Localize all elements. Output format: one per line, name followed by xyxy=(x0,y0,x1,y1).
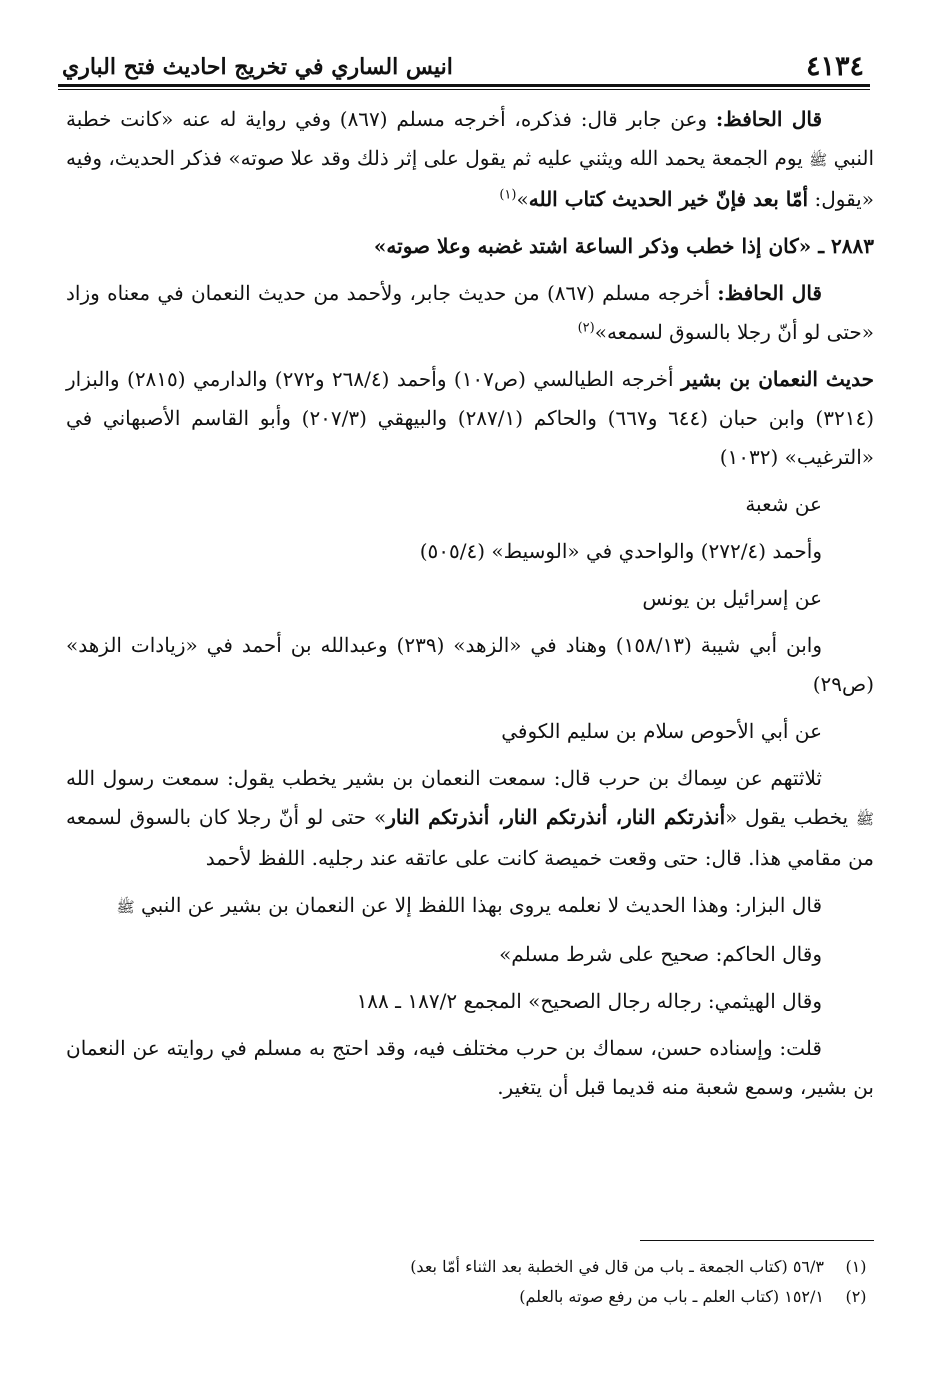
main-text xyxy=(66,100,874,1115)
paragraph-text: وعن جابر قال: فذكره، أخرجه مسلم (٨٦٧) وفي رواية له عنه «كانت خطبة النبي xyxy=(66,107,875,170)
paragraph-text: يخطب يقول « xyxy=(725,805,856,829)
paragraph-text: » حتى لو أنّ رجلا كان بالسوق لسمعه من مقامي هذا. قال: حتى وقعت خميصة كانت على عاتقه عند رجليه. اللفظ لأحمد xyxy=(66,805,874,870)
paragraph-simak xyxy=(66,759,874,878)
footnote-ref-1[interactable]: (١) xyxy=(499,187,517,203)
paragraph-numan-hadith xyxy=(66,360,874,477)
header-rule-thick xyxy=(58,84,870,87)
hafiz-label: قال الحافظ: xyxy=(715,107,823,131)
footnotes xyxy=(66,1252,874,1312)
paragraph-text: أخرجه الطيالسي (ص١٠٧) وأحمد (٢٦٨/٤ و٢٧٢) والدارمي (٢٨١٥) والبزار (٣٢١٤) وابن حبان (٦٤٤ و٦٦٧) والحاكم (٢٨٧/١) والبيهقي (٢٠٧/٣) وأبو القاسم الأصبهاني في «الترغيب» (١٠٣٢) xyxy=(66,367,874,469)
salutation-glyph: ﷺ xyxy=(809,151,828,169)
running-title: انيس الساري في تخريج احاديث فتح الباري xyxy=(62,54,453,80)
footnote-1 xyxy=(66,1252,874,1282)
paragraph-hafiz-jabir xyxy=(66,100,874,219)
paragraph-text: ثلاثتهم عن سِماك بن حرب قال: سمعت النعمان بن بشير يخطب يقول: سمعت رسول الله xyxy=(66,766,823,790)
hafiz-label: قال الحافظ: xyxy=(717,281,822,305)
narrator-line-abu-ahwas: عن أبي الأحوص سلام بن سليم الكوفي xyxy=(501,719,822,743)
source-line-ahmad: وأحمد (٢٧٢/٤) والواحدي في «الوسيط» (٥٠٥/٤) xyxy=(419,539,822,563)
narrator-line-shuba: عن شعبة xyxy=(745,492,822,516)
narrator-line-israil: عن إسرائيل بن يونس xyxy=(642,586,822,610)
haythami-line: وقال الهيثمي: رجاله رجال الصحيح» المجمع ١٨٧/٢ ـ ١٨٨ xyxy=(356,989,822,1013)
paragraph-text: يوم الجمعة يحمد الله ويثني عليه ثم يقول على إثر ذلك وقد علا صوته» فذكر الحديث، وفيه «يقول: xyxy=(66,146,874,211)
footnote-number: (١) xyxy=(845,1257,867,1276)
hadith-source-label: حديث النعمان بن بشير xyxy=(680,367,874,391)
hakim-line: وقال الحاكم: صحيح على شرط مسلم» xyxy=(499,942,822,966)
paragraph-text: أخرجه مسلم (٨٦٧) من حديث جابر، ولأحمد من حديث النعمان في معناه وزاد «حتى لو أنّ رجلا بالسوق لسمعه» xyxy=(66,281,874,344)
paragraph-hafiz-muslim xyxy=(66,274,874,352)
closing-quote: » xyxy=(516,187,529,211)
bold-quote: أنذرتكم النار، أنذرتكم النار، أنذرتكم النار xyxy=(386,805,726,829)
header-rule-thin xyxy=(58,89,870,90)
salutation-glyph: ﷺ xyxy=(855,810,874,828)
source-line-ibn-abi-shayba: وابن أبي شيبة (١٥٨/١٣) وهناد في «الزهد» (٢٣٩) وعبدالله بن أحمد في «زيادات الزهد» (ص٢٩) xyxy=(66,633,874,696)
paragraph-bazzar xyxy=(66,886,874,927)
paragraph-conclusion: قلت: وإسناده حسن، سماك بن حرب مختلف فيه، وقد احتج به مسلم في روايته عن النعمان بن بشير، وسمع شعبة منه قديما قبل أن يتغير. xyxy=(66,1036,874,1099)
salutation-glyph: ﷺ xyxy=(116,898,135,916)
footnote-separator xyxy=(640,1240,874,1241)
page-number: ٤١٣٤ xyxy=(805,51,864,82)
footnote-2 xyxy=(66,1282,874,1312)
footnote-text: ١٥٢/١ (كتاب العلم ـ باب من رفع صوته بالعلم) xyxy=(519,1287,824,1306)
paragraph-text: قال البزار: وهذا الحديث لا نعلمه يروى بهذا اللفظ إلا عن النعمان بن بشير عن النبي xyxy=(134,893,822,917)
footnote-text: ٥٦/٣ (كتاب الجمعة ـ باب من قال في الخطبة بعد الثناء أمّا بعد) xyxy=(410,1257,824,1276)
footnote-ref-2[interactable]: (٢) xyxy=(577,320,595,336)
bold-quote: أمّا بعد فإنّ خير الحديث كتاب الله xyxy=(528,187,809,211)
footnote-number: (٢) xyxy=(845,1287,867,1306)
page-header xyxy=(58,38,870,80)
hadith-heading: ٢٨٨٣ ـ «كان إذا خطب وذكر الساعة اشتد غضبه وعلا صوته» xyxy=(373,234,874,258)
